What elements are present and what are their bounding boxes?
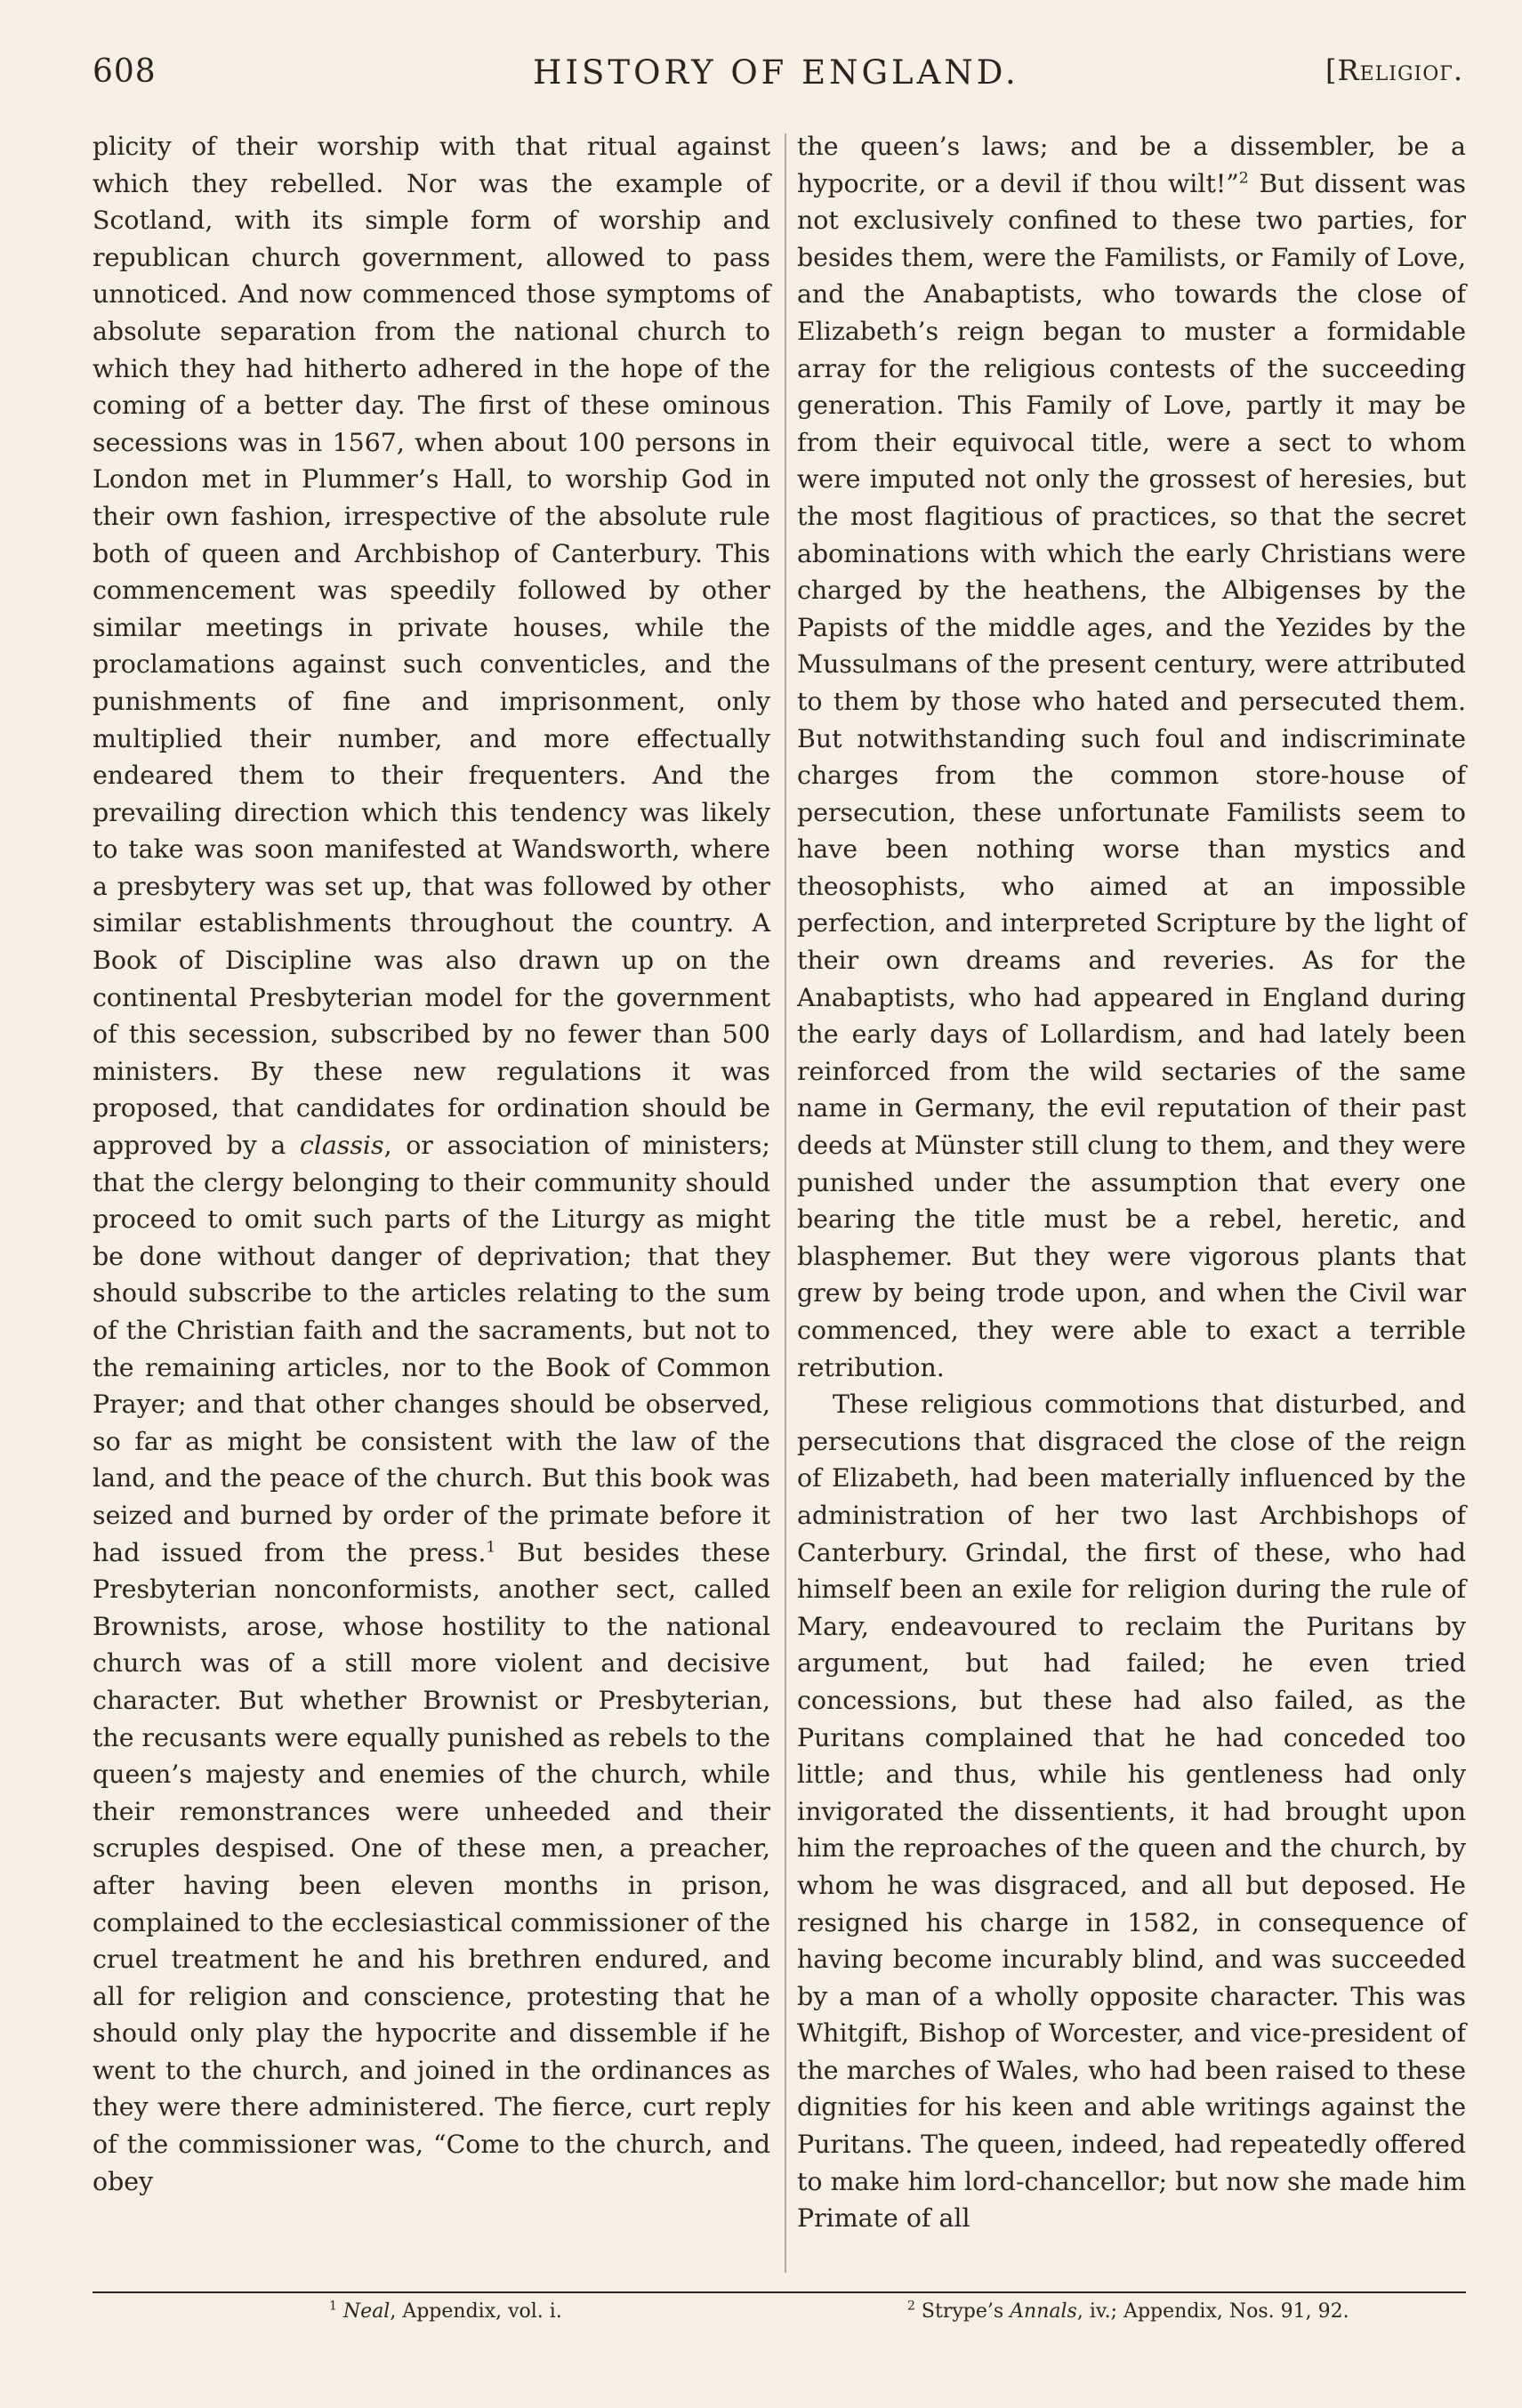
text-run: , or association of ministers; that the clergy belonging to their community should proceed to omit such parts of the Liturgy as might be done without danger of deprivation; that they should subscribe to the articles relating to the sum of the Christian faith and the sacraments, but not to the remaining articles, nor to the Book of Common Prayer; and that other changes should be observed, so far as might be consistent with the law of the land, and the peace of the church. But this book was seized and burned by order of the primate before it had issued from the press.	[93, 1131, 770, 1567]
footnote-text: , iv.; Appendix, Nos. 91, 92.	[1076, 2300, 1349, 2323]
footnote-mark: 1	[329, 2299, 337, 2314]
footnote-2	[907, 2299, 1349, 2325]
footnote-1	[329, 2299, 562, 2325]
column-divider	[785, 133, 786, 2273]
text-run: But dissent was not exclusively confined to these two parties, for besides them, were the Familists, or Family of Love, and the Anabaptists, who towards the close of Elizabeth’s reign began to muster a formidable array for the religious contests of the succeeding generation. This Family of Love, partly it may be from their equivocal title, were a sect to whom were imputed not only the grossest of heresies, but the most flagitious of practices, so that the secret abominations with which the early Christians were charged by the heathens, the Albigenses by the Papists of the middle ages, and the Yezides by the Mussulmans of the present century, were attributed to them by those who hated and persecuted them. But notwithstanding such foul and indiscriminate charges from the common store-house of persecution, these unfortunate Familists seem to have been nothing worse than mystics and theosophists, who aimed at an impossible perfection, and interpreted Scripture by the light of their own dreams and reveries. As for the Anabaptists, who had appeared in England during the early days of Lollardism, and had lately been reinforced from the wild sectaries of the same name in Germany, the evil reputation of their past deeds at Münster still clung to them, and they were punished under the assumption that every one bearing the title must be a rebel, heretic, and blasphemer. But they were vigorous plants that grew by being trode upon, and when the Civil war commenced, they were able to exact a terrible retribution.	[797, 168, 1466, 1382]
footnote-author: Neal	[342, 2300, 391, 2323]
running-title: HISTORY OF ENGLAND.	[533, 53, 1019, 92]
footnote-author: Strype’s	[921, 2300, 1004, 2323]
footnote-text: , Appendix, vol. i.	[390, 2300, 562, 2323]
paragraph: These religious commotions that disturbed, and persecutions that disgraced the close of the reign of Elizabeth, had been materially influenced by the administration of her two last Archbishops of Canterbury. Grindal, the first of these, who had himself been an exile for religion during the rule of Mary, endeavoured to reclaim the Puritans by argument, but had failed; he even tried concessions, but these had also failed, as the Puritans complained that he had conceded too little; and thus, while his gentleness had only invigorated the dissentients, it had brought upon him the reproaches of the queen and the church, by whom he was disgraced, and all but deposed. He resigned his charge in 1582, in consequence of having become incurably blind, and was succeeded by a man of a wholly opposite character. This was Whitgift, Bishop of Worcester, and vice-president of the marches of Wales, who had been raised to these dignities for his keen and able writings against the Puritans. The queen, indeed, had repeatedly offered to make him lord-chancellor; but now she made him Primate of all	[797, 1389, 1466, 2234]
footnote-mark: 2	[907, 2299, 915, 2314]
footnote-rule	[93, 2291, 1466, 2293]
footnote-ref: 2	[1238, 169, 1249, 188]
footnote-ref: 1	[486, 1538, 496, 1557]
left-column	[93, 128, 770, 2200]
page-header	[89, 52, 1463, 105]
paragraph	[797, 128, 1466, 1386]
text-run: the queen’s laws; and be a dissembler, be a hypocrite, or a devil if thou wilt!”	[797, 132, 1466, 198]
footnote-title: Annals	[1010, 2300, 1077, 2323]
text-run: plicity of their worship with that ritual against which they rebelled. Nor was the example of Scotland, with its simple form of worship and republican church government, allowed to pass unnoticed. And now commenced those symptoms of absolute separation from the national church to which they had hitherto adhered in the hope of the coming of a better day. The first of these ominous secessions was in 1567, when about 100 persons in London met in Plummer’s Hall, to worship God in their own fashion, irrespective of the absolute rule both of queen and Archbishop of Canterbury. This commencement was speedily followed by other similar meetings in private houses, while the proclamations against such conventicles, and the punishments of fine and imprisonment, only multiplied their number, and more effectually endeared them to their frequenters. And the prevailing direction which this tendency was likely to take was soon manifested at Wandsworth, where a presbytery was set up, that was followed by other similar establishments throughout the country. A Book of Discipline was also drawn up on the continental Presbyterian model for the government of this secession, subscribed by no fewer than 500 ministers. By these new regulations it was proposed, that candidates for ordination should be approved by a	[93, 132, 770, 1161]
text-run: But besides these Presbyterian nonconformists, another sect, called Brownists, arose, whose hostility to the national church was of a still more violent and decisive character. But whether Brownist or Presbyterian, the recusants were equally punished as rebels to the queen’s majesty and enemies of the church, while their remonstrances were unheeded and their scruples despised. One of these men, a preacher, after having been eleven months in prison, complained to the ecclesiastical commissioner of the cruel treatment he and his brethren endured, and all for religion and conscience, protesting that he should only play the hypocrite and dissemble if he went to the church, and joined in the ordinances as they were there administered. The fierce, curt reply of the commissioner was, “Come to the church, and obey	[93, 1537, 771, 2196]
page-number: 608	[93, 53, 157, 90]
right-column	[797, 128, 1466, 2237]
section-mark: [Religioг.	[1325, 53, 1463, 87]
italic-term: classis	[299, 1131, 384, 1161]
paragraph	[93, 128, 770, 2200]
